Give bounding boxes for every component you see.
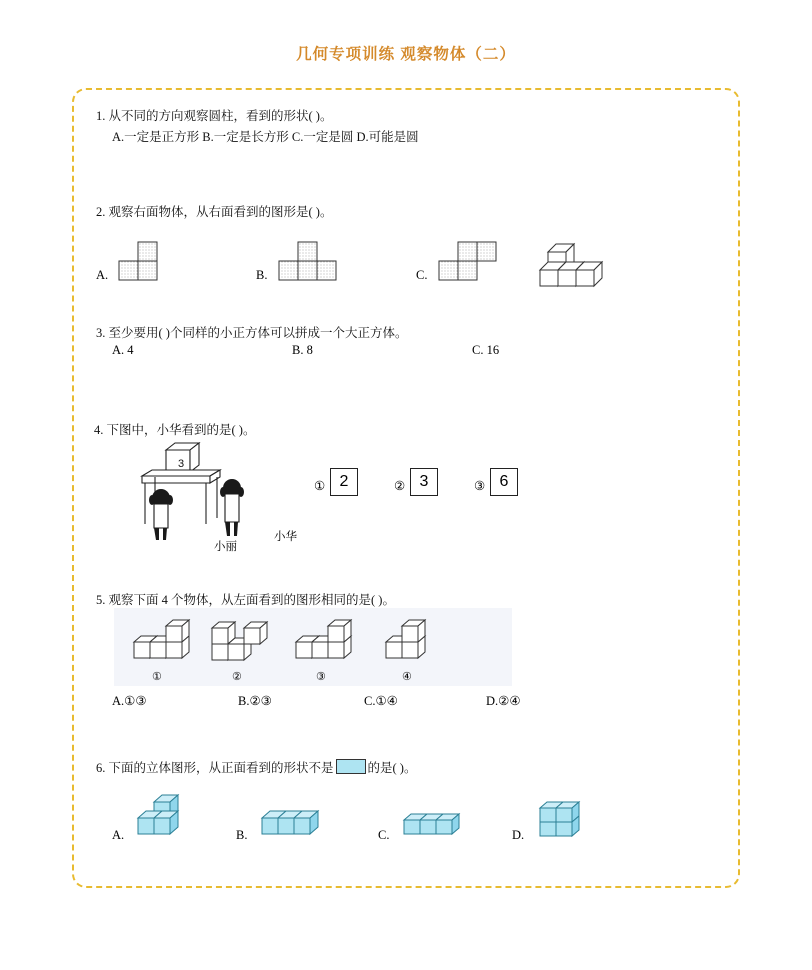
question-3-text: 至少要用( )个同样的小正方体可以拼成一个大正方体。 (108, 326, 408, 340)
q5-option-b[interactable]: B.②③ (238, 694, 272, 708)
q6-option-d-figure[interactable] (534, 798, 606, 848)
page-title: 几何专项训练 观察物体（二） (296, 46, 516, 63)
question-4 (94, 420, 694, 441)
q6-option-label-d[interactable]: D. (512, 828, 525, 842)
q5-label-2: ② (232, 671, 242, 683)
question-1-options: A.一定是正方形 B.一定是长方形 C.一定是圆 D.可能是圆 (112, 130, 419, 145)
question-1-text: 从不同的方向观察圆柱，看到的形状( )。 (108, 109, 333, 123)
q3-option-b[interactable]: B. 8 (292, 343, 313, 357)
q6-option-label-b[interactable]: B. (236, 828, 248, 842)
option-c-figure[interactable] (438, 240, 508, 288)
q6-option-b-figure[interactable] (258, 804, 336, 848)
question-6-text-after: 的是( )。 (367, 761, 417, 775)
q4-choice-marker-1: ① (314, 479, 326, 493)
option-b-figure[interactable] (278, 240, 348, 288)
q3-option-a[interactable]: A. 4 (112, 343, 134, 357)
question-2 (96, 202, 696, 223)
question-2-solid-figure (526, 230, 616, 292)
question-6-text-before: 下面的立体图形，从正面看到的形状不是 (108, 761, 334, 775)
q6-option-a-figure[interactable] (134, 792, 204, 848)
q5-label-4: ④ (402, 671, 412, 683)
question-2-number: 2. (96, 205, 106, 219)
q4-cube-number: 3 (178, 458, 185, 470)
q6-option-label-c[interactable]: C. (378, 828, 390, 842)
question-3 (96, 323, 696, 344)
q5-option-a[interactable]: A.①③ (112, 694, 147, 708)
option-label-b[interactable]: B. (256, 268, 268, 282)
option-a-figure[interactable] (118, 240, 178, 288)
q4-choice-box-1[interactable]: 2 (330, 468, 358, 496)
question-2-text: 观察右面物体，从右面看到的图形是( )。 (108, 205, 333, 219)
option-label-c[interactable]: C. (416, 268, 428, 282)
q4-choice-box-3[interactable]: 6 (490, 468, 518, 496)
q6-option-label-a[interactable]: A. (112, 828, 125, 842)
q3-option-c[interactable]: C. 16 (472, 343, 500, 357)
question-4-number: 4. (94, 423, 104, 437)
question-1 (96, 106, 696, 149)
q5-figures (114, 608, 512, 686)
q5-option-d[interactable]: D.②④ (486, 694, 521, 708)
q4-choice-box-2[interactable]: 3 (410, 468, 438, 496)
question-4-text: 下图中，小华看到的是( )。 (106, 423, 256, 437)
question-5-text: 观察下面 4 个物体，从左面看到的图形相同的是( )。 (108, 593, 395, 607)
rectangle-swatch-icon (336, 759, 366, 774)
option-label-a[interactable]: A. (96, 268, 109, 282)
worksheet-border (72, 88, 740, 888)
q5-label-1: ① (152, 671, 162, 683)
question-6-number: 6. (96, 761, 106, 775)
q4-choice-marker-2: ② (394, 479, 406, 493)
question-6-options (96, 790, 716, 860)
question-6 (96, 758, 716, 779)
question-1-number: 1. (96, 109, 106, 123)
q4-choice-marker-3: ③ (474, 479, 486, 493)
q4-label-xiaohua: 小华 (274, 531, 297, 543)
question-3-number: 3. (96, 326, 106, 340)
question-4-figure-area (114, 442, 714, 552)
question-5-number: 5. (96, 593, 106, 607)
q4-label-xiaoli: 小丽 (214, 541, 237, 553)
question-5-figure-band (114, 608, 512, 686)
q6-option-c-figure[interactable] (400, 808, 472, 848)
question-2-options (96, 230, 716, 300)
q5-option-c[interactable]: C.①④ (364, 694, 398, 708)
q5-label-3: ③ (316, 671, 326, 683)
